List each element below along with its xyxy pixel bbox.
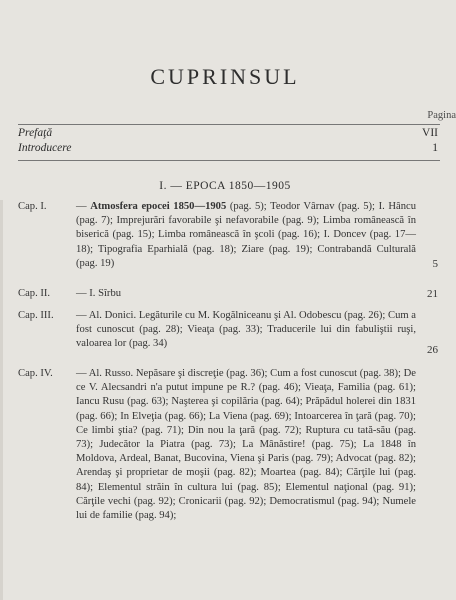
chapter-subentries: Legăturile cu M. Kogălniceanu şi Al. Odobescu (pag. 26); Cum a fost cunoscut (pag. 28); Vieaţa (pag. 33); Traducerile lui din fabuliştii ruşi, valoarea lor (pag. 34) — [76, 310, 417, 350]
chapter-title: Atmosfera epocei 1850—1905 — [90, 201, 227, 212]
section-heading: I. — EPOCA 1850—1905 — [159, 180, 291, 192]
chapter-title: Al. Russo. — [88, 368, 134, 379]
toc-entry-introducere[interactable] — [18, 142, 438, 154]
divider-bottom — [18, 160, 440, 161]
toc-chapter-3[interactable]: Cap. III. — Al. Donici. Legăturile cu M. Kogălniceanu şi Al. Odobescu (pag. 26); Cum a fost cunoscut (pag. 28); Vieaţa (pag. 33); Traducerile lui din fabuliştii ruşi, valoarea lor (pag. 34) 26 — [18, 310, 438, 356]
page-fold-shadow — [0, 200, 3, 600]
chapter-number: Cap. I. — [18, 201, 47, 212]
chapter-page: 5 — [432, 258, 438, 270]
chapter-page: 26 — [427, 344, 438, 356]
chapter-number: Cap. III. — [18, 310, 54, 321]
chapter-title: Al. Donici. — [88, 310, 137, 321]
toc-chapter-1[interactable]: Cap. I. — Atmosfera epocei 1850—1905 (pag. 5); Teodor Vârnav (pag. 5); I. Hâncu (pag. 7); Imprejurări favorabile şi nefavorabile (pag. 9); Limba românească în biserică (pag. 15); Limba românească în şcoli (pag. 16); I. Doncev (pag. 17—18); Tipografia Eparhială (pag. 18); Ziare (pag. 19); Contrabandă Culturală (pag. 19) 5 — [18, 201, 438, 270]
toc-entry-page: VII — [422, 127, 438, 139]
chapter-title: I. Sîrbu — [89, 288, 122, 299]
chapter-subentries: (pag. 5); Teodor Vârnav (pag. 5); I. Hâncu (pag. 7); Imprejurări favorabile şi nefavorabile (pag. 9); Limba românească în biserică (pag. 15); Limba românească în şcoli (pag. 16); I. Doncev (pag. 17—18); Tipografia Eparhială (pag. 18); Ziare (pag. 19); Contrabandă Culturală (pag. 19) — [76, 201, 417, 269]
toc-entry-prefata[interactable] — [18, 127, 438, 139]
chapter-page: 21 — [427, 288, 438, 300]
chapter-number: Cap. II. — [18, 288, 51, 299]
toc-chapter-4[interactable]: Cap. IV. — Al. Russo. Nepăsare şi discreţie (pag. 36); Cum a fost cunoscut (pag. 38); De ce V. Alecsandri n'a putut impune pe R.? (pag. 46); Vieaţa, Familia (pag. 61); Iancu Rusu (pag. 63); Naşterea şi copilăria (pag. 64); Prăpădul holerei din 1831 (pag. 66); In Elveţia (pag. 66); La Viena (pag. 69); Intoarcerea în ţară (pag. 70); Ce limbi ştia? (pag. 71); Din nou la ţară (pag. 72); Ruptura cu tată-său (pag. 73); Judecător la Piatra (pag. 73); La Mânăstire! (pag. 75); La 1848 în Moldova, Ardeal, Banat, Bucovina, Viena şi Paris (pag. 79); Advocat (pag. 82); Arendaş şi proprietar de moşii (pag. 82); Moartea (pag. 84); Cărţile lui (pag. 84); Elementul străin în cultura lui (pag. 85); Elementul naţional (pag. 91); Cărţile vechi (pag. 92); Cronicarii (pag. 92); Democratismul (pag. 94); Numele lui de familie (pag. 94); — [18, 368, 416, 522]
pagina-column-label: Pagina — [427, 110, 456, 121]
toc-entry-label: Introducere — [18, 142, 72, 154]
toc-entry-label: Prefaţă — [18, 127, 53, 139]
divider-top — [18, 124, 440, 125]
chapter-subentries: Nepăsare şi discreţie (pag. 36); Cum a fost cunoscut (pag. 38); De ce V. Alecsandri n'a putut impune pe R.? (pag. 46); Vieaţa, Familia (pag. 61); Iancu Rusu (pag. 63); Naşterea şi copilăria (pag. 64); Prăpădul holerei din 1831 (pag. 66); In Elveţia (pag. 66); La Viena (pag. 69); Intoarcerea în ţară (pag. 70); Ce limbi ştia? (pag. 71); Din nou la ţară (pag. 72); Ruptura cu tată-său (pag. 73); Judecător la Piatra (pag. 73); La Mânăstire! (pag. 75); La 1848 în Moldova, Ardeal, Banat, Bucovina, Viena şi Paris (pag. 79); Advocat (pag. 82); Arendaş şi proprietar de moşii (pag. 82); Moartea (pag. 84); Cărţile lui (pag. 84); Elementul străin în cultura lui (pag. 85); Elementul naţional (pag. 91); Cărţile vechi (pag. 92); Cronicarii (pag. 92); Democratismul (pag. 94); Numele lui de familie (pag. 94); — [76, 368, 416, 522]
page-title: CUPRINSUL — [150, 64, 300, 89]
toc-entry-page: 1 — [432, 142, 438, 154]
toc-chapter-2[interactable]: Cap. II. — I. Sîrbu 21 — [18, 288, 438, 300]
chapter-number: Cap. IV. — [18, 368, 53, 379]
